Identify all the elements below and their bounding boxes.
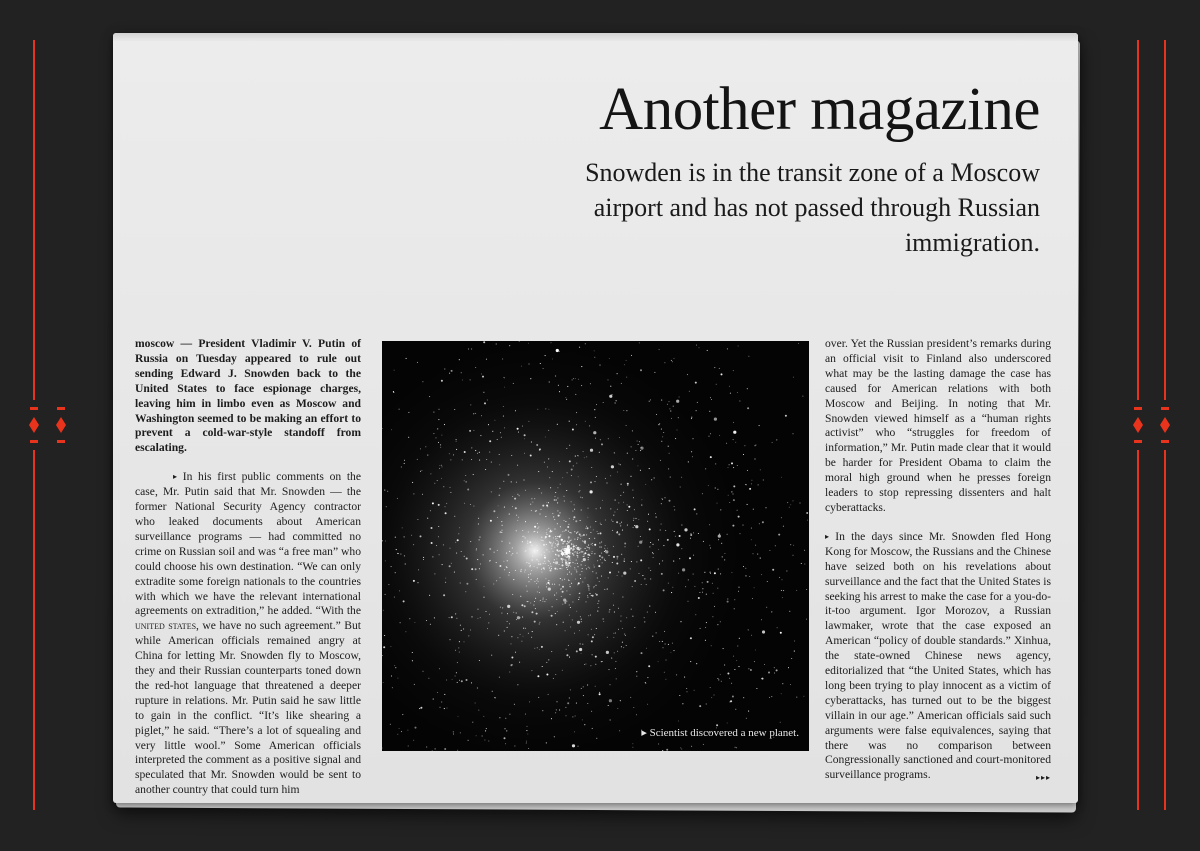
star-cluster-photo	[382, 341, 809, 751]
left-decorative-diamond-2	[18, 40, 78, 810]
article-paragraph-3: ▸ In the days since Mr. Snowden fled Hong Kong for Moscow, the Russians and the Chinese have seized both on his revelations about surveillance and the fact that the United States is seeking his arrest to make the case for a you-do-it-too argument. Igor Morozov, a Russian lawmaker, wrote that the case exposed an American “policy of double standards.” Xinhua, the state-owned Chinese news agency, editorialized that “the United States, which has long been trying to play innocent as a victim of cyberattacks, has turned out to be the biggest villain in our age.” American officials said such arguments were false equivalences, saying that there was no comparison between Congressionally sanctioned and court-monitored surveillance programs. ▸▸▸	[825, 530, 1051, 783]
headline-deck: Snowden is in the transit zone of a Moscow airport and has not passed through Russian immigration.	[585, 158, 1040, 257]
article-lede: moscow — President Vladimir V. Putin of Russia on Tuesday appeared to rule out sending Edward J. Snowden back to the United States to face espionage charges, leaving him in limbo even as Moscow and Washington seemed to be making an effort to prevent a cold-war-style standoff from escalating.	[135, 337, 361, 455]
right-decorative-rules	[1130, 40, 1170, 810]
newspaper-sheet	[113, 33, 1078, 803]
photo-caption: ▸ Scientist discovered a new planet.	[641, 727, 799, 739]
magazine-title: Another magazine	[599, 76, 1040, 143]
star-cluster-image	[382, 341, 809, 751]
article-column-left	[135, 337, 361, 798]
paragraph-marker-icon: ▸	[825, 531, 830, 541]
continued-arrows-icon: ▸▸▸	[1035, 773, 1051, 783]
paragraph-marker-icon: ▸	[173, 472, 178, 482]
article-column-right	[825, 337, 1051, 786]
article-paragraph-1: ▸ In his first public comments on the case, Mr. Putin said that Mr. Snowden — the former National Security Agency contractor who leaked documents about American surveillance programs — had committed no crime on Russian soil and was “a free man” who could choose his own destination. “We can only extradite some foreign nationals to the countries with which we have the relevant international agreements on extradition,” he added. “With the united states, we have no such agreement.” But while American officials remained angry at China for letting Mr. Snowden fly to Moscow, they and their Russian counterparts toned down the red-hot language that threatened a deeper rupture in relations. Mr. Putin said he saw little to gain in the conflict. “It’s like shearing a piglet,” he said. “There’s a lot of squealing and very little wool.” Some American officials interpreted the comment as a positive signal and speculated that Mr. Snowden would be sent to another country that could turn him	[135, 470, 361, 797]
article-paragraph-2: over. Yet the Russian president’s remarks during an official visit to Finland also underscored what may be the lasting damage the case has caused for American relations with both Moscow and Beijing. In noting that Mr. Snowden viewed himself as a “human rights activist” who “struggles for freedom of information,” Mr. Putin made clear that it would be harder for President Obama to claim the moral high ground when he presses foreign leaders to stop repressing dissenters and halt cyberattacks.	[825, 337, 1051, 514]
